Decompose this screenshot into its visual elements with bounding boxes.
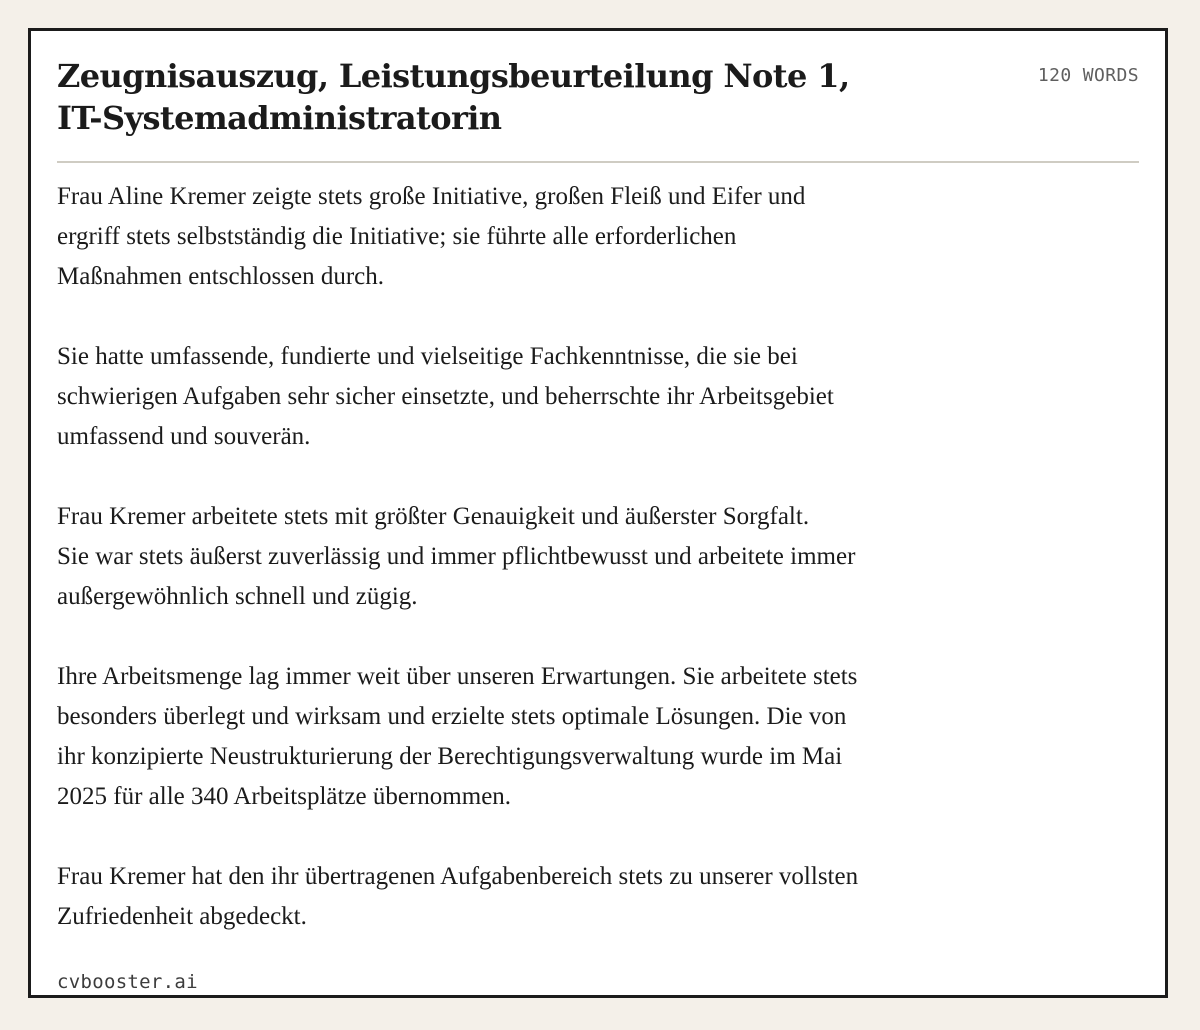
paragraph-line: Maßnahmen entschlossen durch.	[57, 263, 385, 290]
paragraph-line: Zufriedenheit abgedeckt.	[57, 903, 307, 930]
paragraph	[57, 337, 1047, 457]
paragraph-line: umfassend und souverän.	[57, 423, 311, 450]
document-header	[57, 55, 1139, 163]
paragraph	[57, 497, 1047, 617]
paragraph-line: Frau Kremer arbeitete stets mit größter Genauigkeit und äußerster Sorgfalt.	[57, 503, 810, 530]
paragraph-line: ihr konzipierte Neustrukturierung der Berechtigungsverwaltung wurde im Mai	[57, 743, 843, 770]
paragraph-line: Frau Aline Kremer zeigte stets große Initiative, großen Fleiß und Eifer und	[57, 183, 806, 210]
document-card	[28, 28, 1168, 998]
paragraph	[57, 857, 1047, 937]
document-body	[57, 177, 1047, 977]
paragraph-line: schwierigen Aufgaben sehr sicher einsetzte, und beherrschte ihr Arbeitsgebiet	[57, 383, 834, 410]
paragraph-line: ergriff stets selbstständig die Initiative; sie führte alle erforderlichen	[57, 223, 737, 250]
footer-brand: cvbooster.ai	[57, 971, 198, 993]
word-count-label: 120 WORDS	[1037, 65, 1139, 86]
paragraph	[57, 177, 1047, 297]
paragraph-line: Sie hatte umfassende, fundierte und vielseitige Fachkenntnisse, die sie bei	[57, 343, 798, 370]
paragraph-line: besonders überlegt und wirksam und erzielte stets optimale Lösungen. Die von	[57, 703, 847, 730]
paragraph-line: Frau Kremer hat den ihr übertragenen Aufgabenbereich stets zu unserer vollsten	[57, 863, 859, 890]
paragraph-line: außergewöhnlich schnell und zügig.	[57, 583, 418, 610]
title-line: IT-Systemadministratorin	[57, 99, 502, 137]
paragraph-line: Ihre Arbeitsmenge lag immer weit über unseren Erwartungen. Sie arbeitete stets	[57, 663, 858, 690]
paragraph-line: 2025 für alle 340 Arbeitsplätze übernommen.	[57, 783, 512, 810]
paragraph	[57, 657, 1047, 817]
document-title	[57, 55, 937, 139]
paragraph-line: Sie war stets äußerst zuverlässig und immer pflichtbewusst und arbeitete immer	[57, 543, 856, 570]
title-line: Zeugnisauszug, Leistungsbeurteilung Note 1,	[57, 57, 850, 95]
